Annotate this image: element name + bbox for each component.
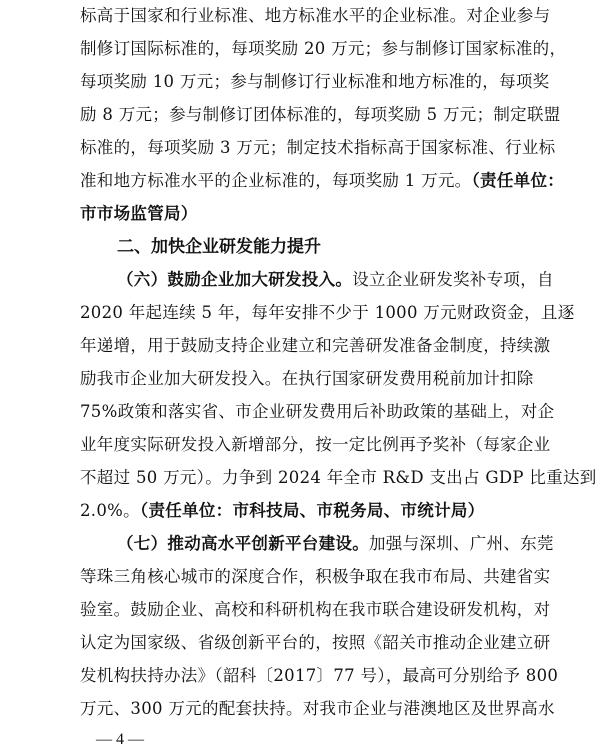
text-run: 加强与深圳、广州、东莞	[369, 534, 554, 553]
responsibility-line: 市市场监管局）	[80, 204, 198, 223]
text-line: 等珠三角核心城市的深度合作，积极争取在我市布局、共建省实	[80, 567, 551, 586]
text-line: 验室。鼓励企业、高校和科研机构在我市联合建设研发机构，对	[80, 600, 551, 619]
text-run: 准和地方标准水平的企业标准的，每项奖励 1 万元。	[80, 171, 472, 190]
text-line	[80, 166, 565, 196]
text-line: 业年度实际研发投入新增部分，按一定比例再予奖补（每家企业	[80, 435, 551, 454]
text-line: 励我市企业加大研发投入。在执行国家研发费用税前加计扣除	[80, 369, 534, 388]
text-line	[80, 496, 524, 526]
text-line: 励 8 万元；参与制修订团体标准的，每项奖励 5 万元；制定联盟	[80, 105, 561, 124]
text-line: 2020 年起连续 5 年，每年安排不少于 1000 万元财政资金，且逐	[80, 303, 575, 322]
responsibility-label: （责任单位：	[471, 171, 565, 190]
paragraph-lead: （六）鼓励企业加大研发投入。	[117, 270, 353, 289]
text-line: 不超过 50 万元）。力争到 2024 年全市 R&D 支出占 GDP 比重达到	[80, 468, 597, 487]
text-line: 发机构扶持办法》（韶科〔2017〕77 号），最高可分别给予 800	[80, 666, 559, 685]
text-line: 标高于国家和行业标准、地方标准水平的企业标准。对企业参与	[80, 6, 551, 25]
text-line: 认定为国家级、省级创新平台的，按照《韶关市推动企业建立研	[80, 633, 551, 652]
text-line: 每项奖励 10 万元；参与制修订行业标准和地方标准的，每项奖	[80, 72, 550, 91]
text-line: 万元、300 万元的配套扶持。对我市企业与港澳地区及世界高水	[80, 699, 555, 718]
text-run: 2.0%。	[80, 501, 140, 520]
text-line: 制修订国际标准的，每项奖励 20 万元；参与制修订国家标准的，	[80, 39, 567, 58]
responsibility-label: （责任单位：市科技局、市税务局、市统计局）	[139, 501, 485, 520]
text-run: 设立企业研发奖补专项，自	[352, 270, 554, 289]
section-heading: 二、加快企业研发能力提升	[117, 237, 321, 257]
text-line: 75%政策和落实省、市企业研发费用后补助政策的基础上，对企	[80, 402, 555, 421]
text-line: 年递增，用于鼓励支持企业建立和完善研发准备金制度，持续激	[80, 336, 551, 355]
paragraph-first-line	[117, 529, 554, 559]
text-line: 标准的，每项奖励 3 万元；制定技术指标高于国家标准、行业标	[80, 138, 556, 157]
page-number: — 4 —	[96, 731, 144, 748]
paragraph-lead: （七）推动高水平创新平台建设。	[117, 534, 369, 553]
paragraph-first-line	[117, 265, 554, 295]
